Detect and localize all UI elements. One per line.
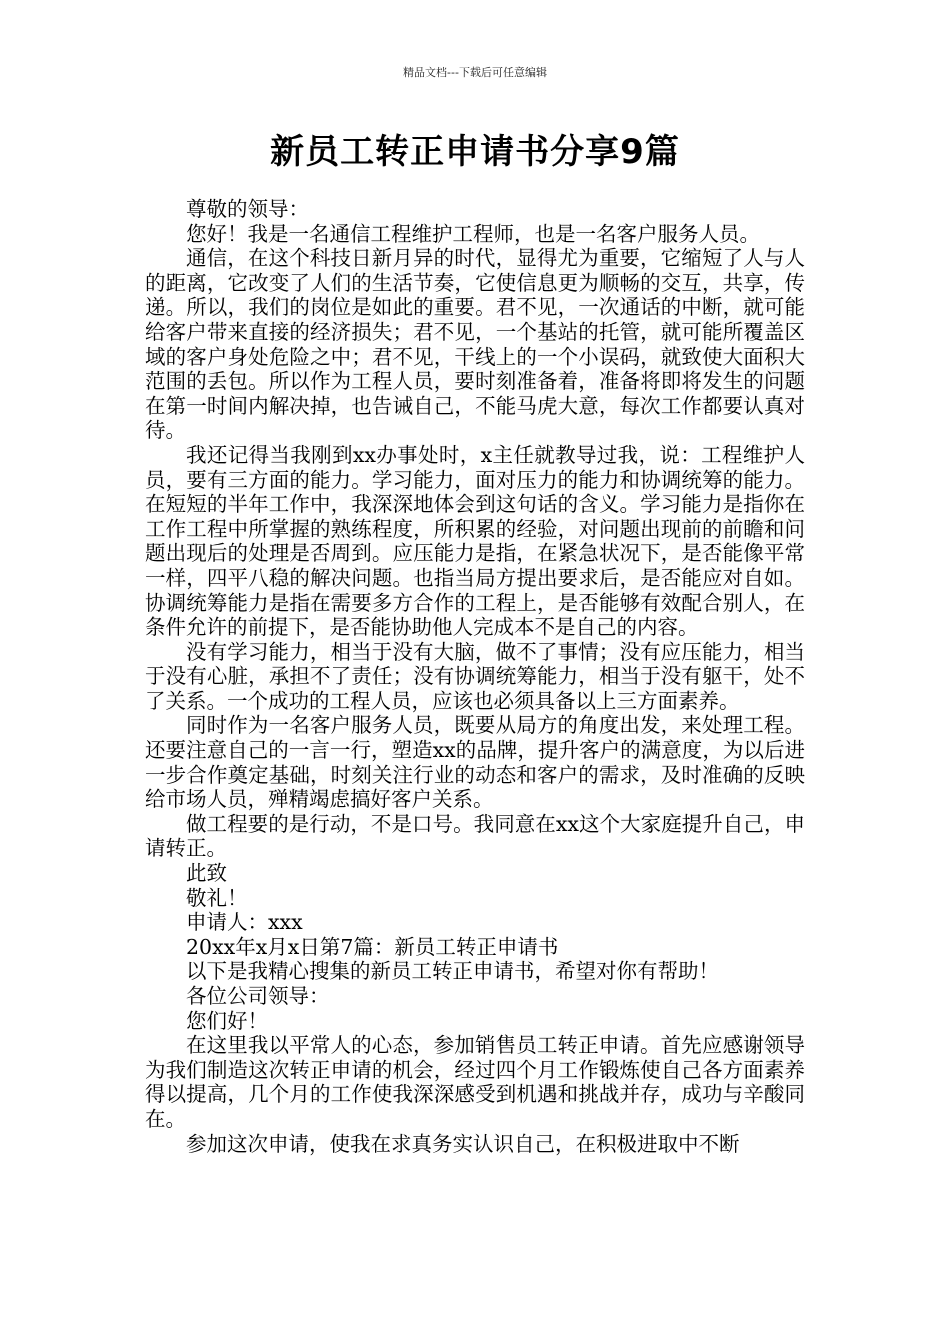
body-paragraph: 通信，在这个科技日新月异的时代，显得尤为重要，它缩短了人与人的距离，它改变了人们的生活节奏，它使信息更为顺畅的交互，共享，传递。所以，我们的岗位是如此的重要。君不见，一次通话的中断，就可能给客户带来直接的经济损失；君不见，一个基站的托管，就可能所覆盖区域的客户身处危险之中；君不见，干线上的一个小误码，就致使大面积大范围的丢包。所以作为工程人员，要时刻准备着，准备将即将发生的问题在第一时间内解决掉，也告诫自己，不能马虎大意，每次工作都要认真对待。 bbox=[145, 246, 805, 443]
body-paragraph: 做工程要的是行动，不是口号。我同意在xx这个大家庭提升自己，申请转正。 bbox=[145, 811, 805, 861]
applicant-line: 申请人：xxx bbox=[186, 910, 303, 935]
closing-line: 此致 bbox=[186, 861, 227, 886]
document-title: 新员工转正申请书分享9篇 bbox=[270, 132, 680, 172]
body-paragraph: 同时作为一名客户服务人员，既要从局方的角度出发，来处理工程。还要注意自己的一言一行，塑造xx的品牌，提升客户的满意度，为以后进一步合作奠定基础，时刻关注行业的动态和客户的需求，及时准确的反映给市场人员，殚精竭虑搞好客户关系。 bbox=[145, 713, 805, 812]
document-body bbox=[145, 197, 805, 1156]
date-and-section-line: 20xx年x月x日第7篇：新员工转正申请书 bbox=[186, 934, 559, 959]
closing-line: 敬礼！ bbox=[186, 885, 248, 910]
body-paragraph: 您好！我是一名通信工程维护工程师，也是一名客户服务人员。 bbox=[186, 221, 760, 246]
salutation: 各位公司领导： bbox=[186, 984, 330, 1008]
body-paragraph: 在这里我以平常人的心态，参加销售员工转正申请。首先应感谢领导为我们制造这次转正申请的机会，经过四个月工作锻炼使自己各方面素养得以提高，几个月的工作使我深深感受到机遇和挑战并存，成功与辛酸同在。 bbox=[145, 1033, 805, 1131]
body-paragraph: 以下是我精心搜集的新员工转正申请书，希望对你有帮助！ bbox=[186, 959, 719, 984]
salutation: 尊敬的领导： bbox=[186, 197, 309, 221]
header-note: 精品文档---下载后可任意编辑 bbox=[403, 66, 547, 79]
greeting: 您们好！ bbox=[186, 1008, 268, 1033]
body-paragraph: 我还记得当我刚到xx办事处时，x主任就教导过我，说：工程维护人员，要有三方面的能力。学习能力，面对压力的能力和协调统筹的能力。在短短的半年工作中，我深深地体会到这句话的含义。学习能力是指你在工作工程中所掌握的熟练程度，所积累的经验，对问题出现前的前瞻和问题出现后的处理是否周到。应压能力是指，在紧急状况下，是否能像平常一样，四平八稳的解决问题。也指当局方提出要求后，是否能应对自如。协调统筹能力是指在需要多方合作的工程上，是否能够有效配合别人，在条件允许的前提下，是否能协助他人完成本不是自己的内容。 bbox=[145, 442, 805, 640]
body-paragraph: 没有学习能力，相当于没有大脑，做不了事情；没有应压能力，相当于没有心脏，承担不了责任；没有协调统筹能力，相当于没有躯干，处不了关系。一个成功的工程人员，应该也必须具备以上三方面素养。 bbox=[145, 639, 805, 713]
body-paragraph: 参加这次申请，使我在求真务实认识自己，在积极进取中不断 bbox=[186, 1131, 740, 1156]
